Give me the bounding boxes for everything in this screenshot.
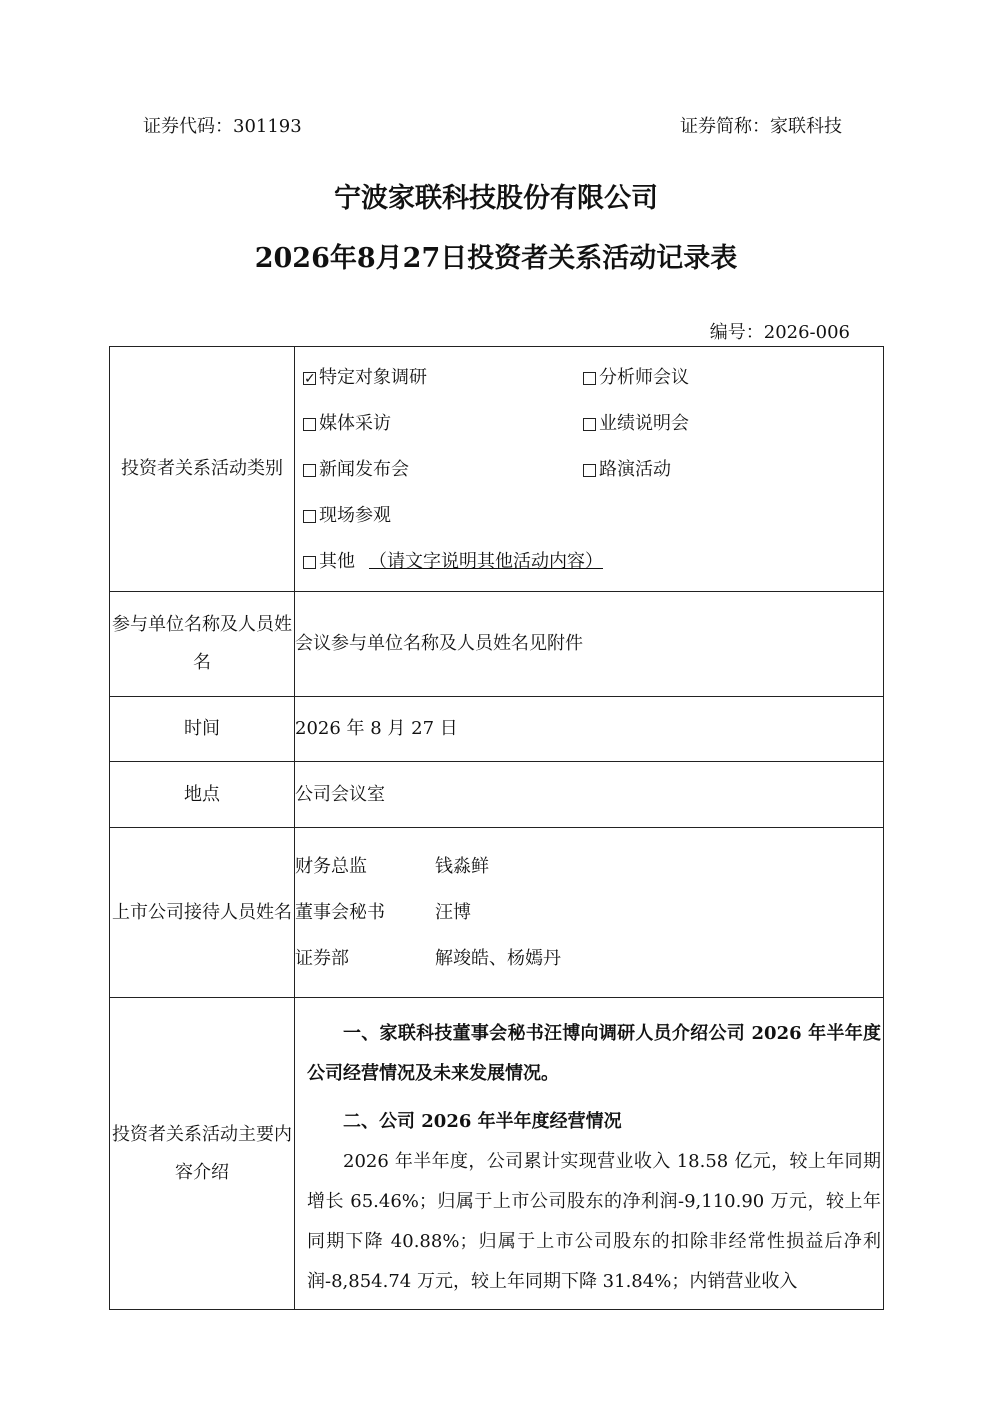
option-other[interactable]: 其他 （请文字说明其他活动内容） <box>303 547 883 577</box>
row-content <box>110 998 884 1310</box>
time-label: 时间 <box>110 697 295 762</box>
staff-list <box>295 828 884 998</box>
content-body <box>295 998 884 1310</box>
checkbox-icon <box>303 464 316 477</box>
stock-short-name: 证券简称：家联科技 <box>680 116 842 137</box>
checkbox-checked-icon <box>303 372 316 385</box>
document-number: 编号：2026-006 <box>709 322 850 343</box>
participants-value: 会议参与单位名称及人员姓名见附件 <box>295 592 884 697</box>
staff-row: 董事会秘书 汪博 <box>295 901 471 923</box>
checkbox-icon <box>303 556 316 569</box>
content-heading-1: 一、家联科技董事会秘书汪博向调研人员介绍公司 2026 年半年度公司经营情况及未来发展情况。 <box>307 1023 881 1084</box>
location-value: 公司会议室 <box>295 762 884 828</box>
staff-row: 证券部 解竣皓、杨嫣丹 <box>295 947 561 969</box>
option-site-visit[interactable]: 现场参观 <box>303 501 883 531</box>
checkbox-icon <box>303 510 316 523</box>
record-table <box>109 346 884 1310</box>
activity-type-label: 投资者关系活动类别 <box>110 347 295 592</box>
location-label: 地点 <box>110 762 295 828</box>
content-paragraph: 2026 年半年度，公司累计实现营业收入 18.58 亿元，较上年同期增长 65.46%；归属于上市公司股东的净利润-9,110.90 万元，较上年同期下降 40.88%；归属于上市公司股东的扣除非经常性损益后净利润-8,854.74 万元，较上年同期下降 31.84%；内销营业收入 <box>307 1151 881 1292</box>
row-activity-type <box>110 347 884 592</box>
content-heading-2: 二、公司 2026 年半年度经营情况 <box>343 1111 622 1132</box>
row-location <box>110 762 884 828</box>
checkbox-icon <box>583 418 596 431</box>
option-press-conference[interactable]: 新闻发布会 <box>303 455 583 485</box>
checkbox-icon <box>303 418 316 431</box>
content-label: 投资者关系活动主要内容介绍 <box>110 998 295 1310</box>
time-value: 2026 年 8 月 27 日 <box>295 697 884 762</box>
other-note: （请文字说明其他活动内容） <box>369 551 603 572</box>
option-roadshow[interactable]: 路演活动 <box>583 455 883 485</box>
participants-label: 参与单位名称及人员姓名 <box>110 592 295 697</box>
row-participants <box>110 592 884 697</box>
option-media-interview[interactable]: 媒体采访 <box>303 409 583 439</box>
staff-row: 财务总监 钱淼鲜 <box>295 855 489 877</box>
option-earnings-briefing[interactable]: 业绩说明会 <box>583 409 883 439</box>
checkbox-icon <box>583 372 596 385</box>
staff-label: 上市公司接待人员姓名 <box>110 828 295 998</box>
option-specific-research[interactable]: ✓ 特定对象调研 <box>303 363 583 393</box>
row-staff <box>110 828 884 998</box>
row-time <box>110 697 884 762</box>
record-title: 2026年8月27日投资者关系活动记录表 <box>254 243 738 274</box>
checkbox-icon <box>583 464 596 477</box>
company-title: 宁波家联科技股份有限公司 <box>334 183 658 214</box>
option-analyst-meeting[interactable]: 分析师会议 <box>583 363 883 393</box>
activity-type-options <box>295 347 884 592</box>
stock-code: 证券代码：301193 <box>143 116 302 137</box>
